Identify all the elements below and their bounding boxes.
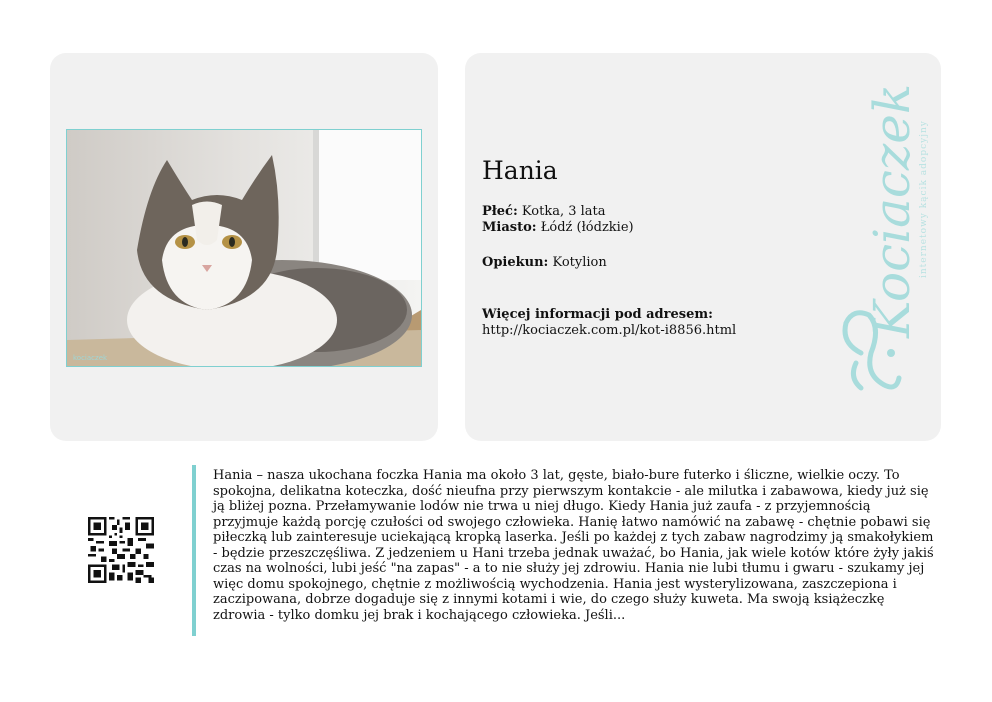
sex-value: Kotka, 3 lata bbox=[521, 204, 606, 219]
cat-description: Hania – nasza ukochana foczka Hania ma około 3 lat, gęste, biało-bure futerko i śliczne, wielkie oczy. To spokojna, delikatna koteczka, dość nieufna przy pierwszym kontakcie - ale milutka i zabawowa, kiedy już się ją bliżej pozna. Przełamywanie lodów nie trwa u niej długo. Kiedy Hania już zaufa - z przyjemnością przyjmuje każdą porcję czułości od swojego człowieka. Hanię łatwo namówić na zabawę - chętnie pobawi się piłeczką lub zainteresuje uciekającą kropką laserka. Jeśli po każdej z tych zabaw nagrodzimy ją smakołykiem - będzie przeszczęśliwa. Z jedzeniem u Hani trzeba jednak uważać, bo Hania, jak wiele kotów które żyły jakiś czas na wolności, lubi jeść "na zapas" - a to nie służy jej zdrowiu. Hania nie lubi tłumu i gwaru - szukamy jej więc domu spokojnego, chętnie z możliwością wychodzenia. Hania jest wysterylizowana, zaszczepiona i zaczipowana, dobrze dogaduje się z innymi kotami i wie, do czego służy kuweta. Ma swoją książeczkę zdrowia - tylko domku jej brak i kochającego człowieka. Jeśli... bbox=[213, 468, 934, 623]
cat-name: Hania bbox=[482, 156, 558, 185]
info-card bbox=[465, 53, 941, 441]
description-accent-bar bbox=[192, 465, 196, 636]
kociaczek-logo bbox=[821, 53, 941, 441]
city-value: Łódź (łódzkie) bbox=[540, 220, 634, 235]
keeper-value: Kotylion bbox=[552, 255, 607, 270]
more-info-label: Więcej informacji pod adresem: bbox=[482, 307, 713, 322]
photo-card bbox=[50, 53, 438, 441]
keeper-label: Opiekun: bbox=[482, 255, 549, 270]
logo-text: Kociaczek bbox=[863, 83, 921, 338]
logo-tagline: internetowy kącik adopcyjny bbox=[919, 120, 929, 278]
keeper-line bbox=[482, 255, 607, 270]
photo-watermark: kociaczek bbox=[73, 354, 108, 362]
more-info-label-line bbox=[482, 307, 713, 322]
sex-label: Płeć: bbox=[482, 204, 518, 219]
city-label: Miasto: bbox=[482, 220, 537, 235]
more-info-url[interactable]: http://kociaczek.com.pl/kot-i8856.html bbox=[482, 323, 737, 338]
sex-line bbox=[482, 204, 606, 219]
city-line bbox=[482, 220, 634, 235]
qr-code bbox=[88, 517, 154, 583]
cat-photo bbox=[66, 129, 422, 367]
